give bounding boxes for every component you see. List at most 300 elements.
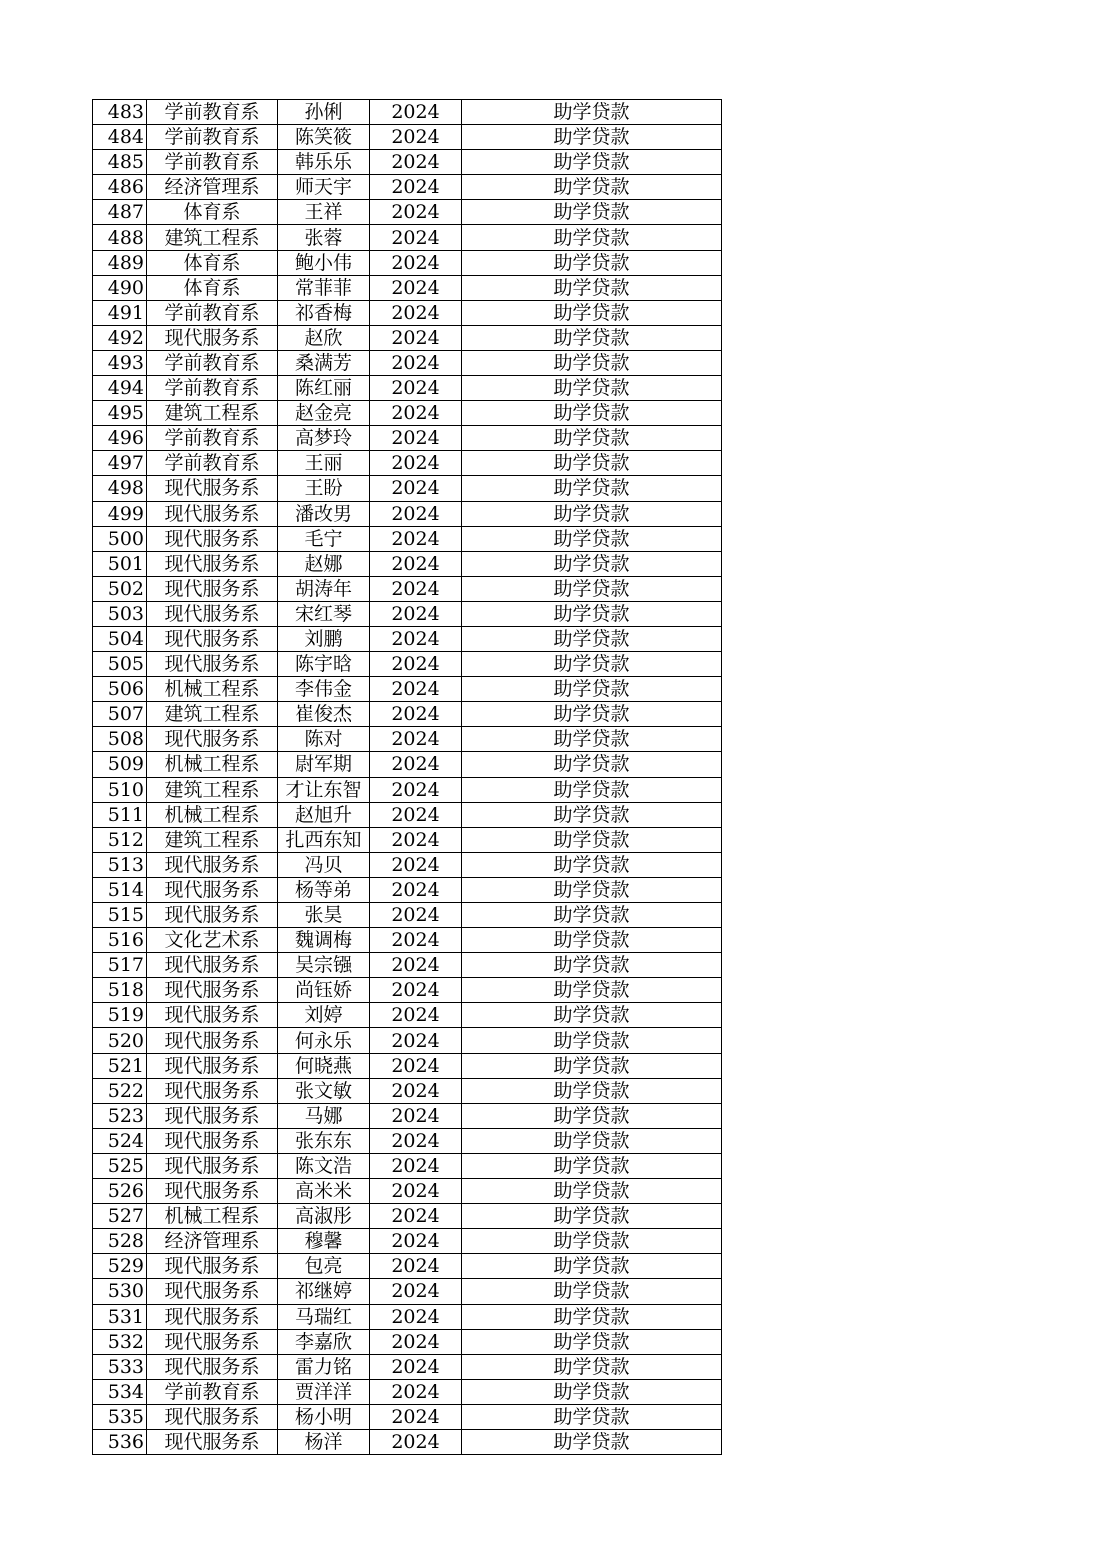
table-row (93, 752, 722, 777)
cell-aid-type: 助学贷款 (462, 852, 722, 877)
cell-department: 现代服务系 (147, 978, 278, 1003)
cell-number: 508 (93, 727, 147, 752)
cell-aid-type: 助学贷款 (462, 1379, 722, 1404)
table-row (93, 1354, 722, 1379)
cell-department: 现代服务系 (147, 727, 278, 752)
table-row (93, 100, 722, 125)
cell-aid-type: 助学贷款 (462, 1128, 722, 1153)
cell-student-name: 桑满芳 (278, 350, 370, 375)
cell-year: 2024 (370, 200, 462, 225)
cell-number: 522 (93, 1078, 147, 1103)
cell-number: 496 (93, 426, 147, 451)
cell-student-name: 鲍小伟 (278, 250, 370, 275)
cell-year: 2024 (370, 1429, 462, 1454)
cell-department: 学前教育系 (147, 350, 278, 375)
cell-student-name: 师天宇 (278, 175, 370, 200)
cell-student-name: 包亮 (278, 1254, 370, 1279)
cell-year: 2024 (370, 551, 462, 576)
table-row (93, 626, 722, 651)
cell-number: 498 (93, 476, 147, 501)
cell-department: 学前教育系 (147, 150, 278, 175)
cell-year: 2024 (370, 978, 462, 1003)
cell-student-name: 杨等弟 (278, 877, 370, 902)
cell-number: 523 (93, 1103, 147, 1128)
cell-department: 机械工程系 (147, 1204, 278, 1229)
cell-aid-type: 助学贷款 (462, 928, 722, 953)
cell-student-name: 孙俐 (278, 100, 370, 125)
cell-number: 495 (93, 401, 147, 426)
cell-student-name: 李嘉欣 (278, 1329, 370, 1354)
cell-number: 490 (93, 275, 147, 300)
cell-department: 建筑工程系 (147, 225, 278, 250)
cell-department: 现代服务系 (147, 1103, 278, 1128)
cell-number: 511 (93, 802, 147, 827)
cell-student-name: 韩乐乐 (278, 150, 370, 175)
cell-aid-type: 助学贷款 (462, 1254, 722, 1279)
cell-department: 经济管理系 (147, 175, 278, 200)
cell-year: 2024 (370, 275, 462, 300)
cell-year: 2024 (370, 802, 462, 827)
cell-year: 2024 (370, 175, 462, 200)
cell-student-name: 贾洋洋 (278, 1379, 370, 1404)
cell-year: 2024 (370, 1279, 462, 1304)
cell-student-name: 崔俊杰 (278, 702, 370, 727)
cell-student-name: 马瑞红 (278, 1304, 370, 1329)
cell-department: 现代服务系 (147, 601, 278, 626)
cell-aid-type: 助学贷款 (462, 1229, 722, 1254)
cell-year: 2024 (370, 677, 462, 702)
cell-number: 509 (93, 752, 147, 777)
cell-student-name: 张昊 (278, 903, 370, 928)
table-row (93, 702, 722, 727)
cell-aid-type: 助学贷款 (462, 752, 722, 777)
cell-student-name: 潘改男 (278, 501, 370, 526)
cell-department: 经济管理系 (147, 1229, 278, 1254)
table-row (93, 777, 722, 802)
table-row (93, 576, 722, 601)
cell-aid-type: 助学贷款 (462, 150, 722, 175)
cell-department: 现代服务系 (147, 852, 278, 877)
table-row (93, 175, 722, 200)
cell-student-name: 王祥 (278, 200, 370, 225)
cell-number: 514 (93, 877, 147, 902)
cell-student-name: 尚钰娇 (278, 978, 370, 1003)
cell-number: 501 (93, 551, 147, 576)
cell-number: 487 (93, 200, 147, 225)
cell-aid-type: 助学贷款 (462, 1329, 722, 1354)
cell-department: 现代服务系 (147, 1028, 278, 1053)
cell-department: 现代服务系 (147, 1003, 278, 1028)
cell-year: 2024 (370, 903, 462, 928)
cell-number: 524 (93, 1128, 147, 1153)
cell-number: 521 (93, 1053, 147, 1078)
cell-year: 2024 (370, 501, 462, 526)
cell-number: 530 (93, 1279, 147, 1304)
cell-student-name: 陈红丽 (278, 376, 370, 401)
cell-year: 2024 (370, 426, 462, 451)
cell-number: 506 (93, 677, 147, 702)
cell-department: 现代服务系 (147, 1304, 278, 1329)
cell-year: 2024 (370, 652, 462, 677)
table-row (93, 1204, 722, 1229)
cell-year: 2024 (370, 350, 462, 375)
cell-department: 现代服务系 (147, 652, 278, 677)
table-row (93, 125, 722, 150)
cell-student-name: 穆馨 (278, 1229, 370, 1254)
table-row (93, 1128, 722, 1153)
cell-aid-type: 助学贷款 (462, 626, 722, 651)
table-row (93, 275, 722, 300)
cell-year: 2024 (370, 852, 462, 877)
cell-year: 2024 (370, 1379, 462, 1404)
cell-aid-type: 助学贷款 (462, 1153, 722, 1178)
cell-year: 2024 (370, 125, 462, 150)
table-row (93, 978, 722, 1003)
cell-aid-type: 助学贷款 (462, 978, 722, 1003)
cell-department: 现代服务系 (147, 1078, 278, 1103)
cell-number: 516 (93, 928, 147, 953)
cell-department: 现代服务系 (147, 626, 278, 651)
cell-aid-type: 助学贷款 (462, 1429, 722, 1454)
cell-number: 484 (93, 125, 147, 150)
cell-student-name: 赵旭升 (278, 802, 370, 827)
table-row (93, 877, 722, 902)
cell-student-name: 张蓉 (278, 225, 370, 250)
cell-year: 2024 (370, 752, 462, 777)
cell-number: 492 (93, 325, 147, 350)
cell-year: 2024 (370, 702, 462, 727)
cell-number: 533 (93, 1354, 147, 1379)
cell-year: 2024 (370, 576, 462, 601)
cell-year: 2024 (370, 476, 462, 501)
cell-aid-type: 助学贷款 (462, 376, 722, 401)
table-row (93, 601, 722, 626)
cell-number: 515 (93, 903, 147, 928)
cell-student-name: 刘婷 (278, 1003, 370, 1028)
table-row (93, 350, 722, 375)
cell-student-name: 高淑彤 (278, 1204, 370, 1229)
table-row (93, 1404, 722, 1429)
cell-year: 2024 (370, 451, 462, 476)
cell-aid-type: 助学贷款 (462, 100, 722, 125)
cell-aid-type: 助学贷款 (462, 426, 722, 451)
cell-department: 机械工程系 (147, 677, 278, 702)
cell-aid-type: 助学贷款 (462, 877, 722, 902)
cell-student-name: 王丽 (278, 451, 370, 476)
cell-department: 学前教育系 (147, 125, 278, 150)
cell-year: 2024 (370, 1179, 462, 1204)
cell-aid-type: 助学贷款 (462, 526, 722, 551)
loan-recipient-table (92, 99, 722, 1455)
table-row (93, 928, 722, 953)
cell-number: 488 (93, 225, 147, 250)
cell-year: 2024 (370, 777, 462, 802)
table-row (93, 200, 722, 225)
table-row (93, 852, 722, 877)
cell-aid-type: 助学贷款 (462, 802, 722, 827)
table-row (93, 1379, 722, 1404)
cell-aid-type: 助学贷款 (462, 1279, 722, 1304)
cell-aid-type: 助学贷款 (462, 1078, 722, 1103)
cell-year: 2024 (370, 1354, 462, 1379)
cell-number: 518 (93, 978, 147, 1003)
table-row (93, 1429, 722, 1454)
cell-aid-type: 助学贷款 (462, 702, 722, 727)
table-row (93, 953, 722, 978)
table-row (93, 802, 722, 827)
cell-student-name: 赵金亮 (278, 401, 370, 426)
cell-aid-type: 助学贷款 (462, 677, 722, 702)
cell-department: 现代服务系 (147, 526, 278, 551)
cell-student-name: 李伟金 (278, 677, 370, 702)
cell-year: 2024 (370, 526, 462, 551)
cell-student-name: 胡涛年 (278, 576, 370, 601)
cell-department: 现代服务系 (147, 877, 278, 902)
cell-year: 2024 (370, 1103, 462, 1128)
table-row (93, 250, 722, 275)
cell-aid-type: 助学贷款 (462, 476, 722, 501)
cell-number: 500 (93, 526, 147, 551)
table-row (93, 451, 722, 476)
cell-aid-type: 助学贷款 (462, 1304, 722, 1329)
cell-number: 532 (93, 1329, 147, 1354)
cell-number: 504 (93, 626, 147, 651)
cell-year: 2024 (370, 1329, 462, 1354)
cell-year: 2024 (370, 1078, 462, 1103)
cell-department: 学前教育系 (147, 451, 278, 476)
cell-number: 517 (93, 953, 147, 978)
cell-year: 2024 (370, 953, 462, 978)
cell-year: 2024 (370, 1028, 462, 1053)
cell-year: 2024 (370, 626, 462, 651)
cell-student-name: 尉军期 (278, 752, 370, 777)
cell-number: 489 (93, 250, 147, 275)
cell-student-name: 毛宁 (278, 526, 370, 551)
cell-department: 现代服务系 (147, 1354, 278, 1379)
cell-department: 机械工程系 (147, 802, 278, 827)
table-row (93, 1078, 722, 1103)
cell-student-name: 杨洋 (278, 1429, 370, 1454)
cell-year: 2024 (370, 727, 462, 752)
table-row (93, 476, 722, 501)
cell-number: 510 (93, 777, 147, 802)
cell-aid-type: 助学贷款 (462, 953, 722, 978)
cell-department: 学前教育系 (147, 100, 278, 125)
cell-student-name: 何晓燕 (278, 1053, 370, 1078)
cell-aid-type: 助学贷款 (462, 652, 722, 677)
cell-aid-type: 助学贷款 (462, 225, 722, 250)
cell-aid-type: 助学贷款 (462, 501, 722, 526)
cell-department: 现代服务系 (147, 1179, 278, 1204)
cell-year: 2024 (370, 1204, 462, 1229)
cell-department: 现代服务系 (147, 1153, 278, 1178)
table-row (93, 551, 722, 576)
cell-department: 学前教育系 (147, 426, 278, 451)
cell-year: 2024 (370, 376, 462, 401)
cell-year: 2024 (370, 225, 462, 250)
cell-student-name: 马娜 (278, 1103, 370, 1128)
cell-year: 2024 (370, 601, 462, 626)
cell-student-name: 扎西东知 (278, 827, 370, 852)
cell-year: 2024 (370, 150, 462, 175)
cell-number: 520 (93, 1028, 147, 1053)
table-row (93, 526, 722, 551)
cell-aid-type: 助学贷款 (462, 576, 722, 601)
cell-number: 502 (93, 576, 147, 601)
table-row (93, 1153, 722, 1178)
cell-department: 建筑工程系 (147, 777, 278, 802)
table-body (93, 100, 722, 1455)
cell-aid-type: 助学贷款 (462, 275, 722, 300)
cell-aid-type: 助学贷款 (462, 1204, 722, 1229)
cell-department: 体育系 (147, 250, 278, 275)
cell-student-name: 何永乐 (278, 1028, 370, 1053)
table-row (93, 1279, 722, 1304)
cell-year: 2024 (370, 877, 462, 902)
cell-department: 现代服务系 (147, 903, 278, 928)
cell-department: 现代服务系 (147, 476, 278, 501)
cell-department: 现代服务系 (147, 1404, 278, 1429)
cell-student-name: 王盼 (278, 476, 370, 501)
cell-year: 2024 (370, 1254, 462, 1279)
cell-student-name: 刘鹏 (278, 626, 370, 651)
cell-department: 体育系 (147, 200, 278, 225)
cell-aid-type: 助学贷款 (462, 903, 722, 928)
cell-number: 531 (93, 1304, 147, 1329)
cell-department: 现代服务系 (147, 325, 278, 350)
cell-aid-type: 助学贷款 (462, 727, 722, 752)
cell-student-name: 冯贝 (278, 852, 370, 877)
cell-department: 现代服务系 (147, 551, 278, 576)
cell-number: 528 (93, 1229, 147, 1254)
cell-student-name: 陈笑筱 (278, 125, 370, 150)
table-row (93, 1229, 722, 1254)
cell-department: 现代服务系 (147, 1279, 278, 1304)
cell-aid-type: 助学贷款 (462, 1003, 722, 1028)
cell-aid-type: 助学贷款 (462, 1053, 722, 1078)
cell-number: 525 (93, 1153, 147, 1178)
cell-aid-type: 助学贷款 (462, 777, 722, 802)
cell-aid-type: 助学贷款 (462, 1028, 722, 1053)
cell-student-name: 陈对 (278, 727, 370, 752)
cell-department: 体育系 (147, 275, 278, 300)
cell-year: 2024 (370, 1229, 462, 1254)
cell-department: 建筑工程系 (147, 702, 278, 727)
cell-number: 527 (93, 1204, 147, 1229)
cell-department: 文化艺术系 (147, 928, 278, 953)
table-row (93, 401, 722, 426)
table-row (93, 652, 722, 677)
table-row (93, 827, 722, 852)
cell-aid-type: 助学贷款 (462, 551, 722, 576)
cell-student-name: 杨小明 (278, 1404, 370, 1429)
cell-aid-type: 助学贷款 (462, 1404, 722, 1429)
cell-number: 483 (93, 100, 147, 125)
cell-aid-type: 助学贷款 (462, 451, 722, 476)
cell-student-name: 宋红琴 (278, 601, 370, 626)
cell-aid-type: 助学贷款 (462, 175, 722, 200)
cell-student-name: 赵欣 (278, 325, 370, 350)
cell-student-name: 雷力铭 (278, 1354, 370, 1379)
cell-year: 2024 (370, 401, 462, 426)
table-row (93, 1329, 722, 1354)
cell-number: 491 (93, 300, 147, 325)
cell-number: 493 (93, 350, 147, 375)
cell-number: 503 (93, 601, 147, 626)
cell-student-name: 陈宇晗 (278, 652, 370, 677)
cell-year: 2024 (370, 325, 462, 350)
cell-year: 2024 (370, 1003, 462, 1028)
cell-aid-type: 助学贷款 (462, 1103, 722, 1128)
cell-student-name: 高梦玲 (278, 426, 370, 451)
cell-number: 486 (93, 175, 147, 200)
table-row (93, 1304, 722, 1329)
table-row (93, 1254, 722, 1279)
cell-student-name: 张东东 (278, 1128, 370, 1153)
cell-aid-type: 助学贷款 (462, 401, 722, 426)
table-row (93, 225, 722, 250)
table-row (93, 1053, 722, 1078)
cell-student-name: 魏调梅 (278, 928, 370, 953)
cell-aid-type: 助学贷款 (462, 827, 722, 852)
cell-number: 519 (93, 1003, 147, 1028)
cell-department: 学前教育系 (147, 376, 278, 401)
cell-student-name: 祁香梅 (278, 300, 370, 325)
cell-number: 512 (93, 827, 147, 852)
cell-aid-type: 助学贷款 (462, 350, 722, 375)
cell-student-name: 高米米 (278, 1179, 370, 1204)
cell-aid-type: 助学贷款 (462, 325, 722, 350)
cell-aid-type: 助学贷款 (462, 300, 722, 325)
cell-year: 2024 (370, 1128, 462, 1153)
cell-department: 现代服务系 (147, 1329, 278, 1354)
cell-aid-type: 助学贷款 (462, 601, 722, 626)
cell-number: 529 (93, 1254, 147, 1279)
table-row (93, 677, 722, 702)
cell-department: 建筑工程系 (147, 827, 278, 852)
cell-number: 485 (93, 150, 147, 175)
table-row (93, 1103, 722, 1128)
cell-year: 2024 (370, 827, 462, 852)
cell-student-name: 吴宗镪 (278, 953, 370, 978)
cell-number: 526 (93, 1179, 147, 1204)
table-row (93, 727, 722, 752)
cell-aid-type: 助学贷款 (462, 250, 722, 275)
cell-department: 学前教育系 (147, 1379, 278, 1404)
cell-number: 499 (93, 501, 147, 526)
cell-student-name: 赵娜 (278, 551, 370, 576)
cell-year: 2024 (370, 100, 462, 125)
cell-student-name: 陈文浩 (278, 1153, 370, 1178)
cell-department: 现代服务系 (147, 1053, 278, 1078)
cell-year: 2024 (370, 1404, 462, 1429)
cell-aid-type: 助学贷款 (462, 1179, 722, 1204)
table-row (93, 325, 722, 350)
cell-year: 2024 (370, 928, 462, 953)
table-row (93, 501, 722, 526)
cell-student-name: 祁继婷 (278, 1279, 370, 1304)
cell-year: 2024 (370, 1053, 462, 1078)
cell-student-name: 常菲菲 (278, 275, 370, 300)
cell-department: 现代服务系 (147, 576, 278, 601)
cell-number: 497 (93, 451, 147, 476)
table-row (93, 426, 722, 451)
table-row (93, 150, 722, 175)
cell-year: 2024 (370, 1153, 462, 1178)
cell-department: 现代服务系 (147, 1429, 278, 1454)
cell-number: 536 (93, 1429, 147, 1454)
table-row (93, 300, 722, 325)
